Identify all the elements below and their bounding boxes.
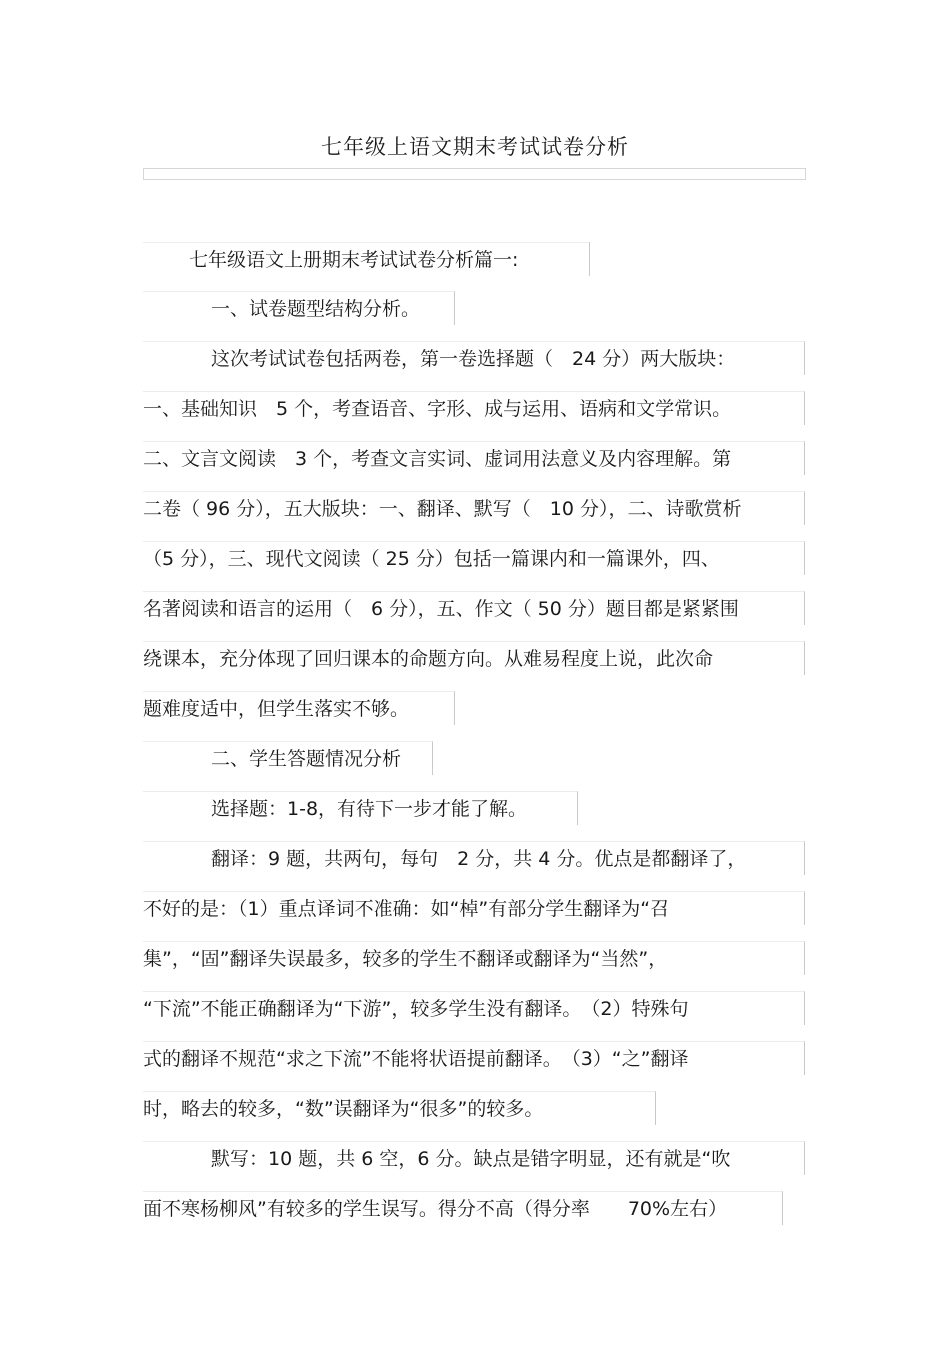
text-line-15: 集”，“固”翻译失误最多，较多的学生不翻译或翻译为“当然”， (143, 941, 805, 975)
text-line-13: 翻译：9 题，共两句，每句 2 分，共 4 分。优点是都翻译了， (143, 841, 805, 875)
text-line-16: “下流”不能正确翻译为“下游”，较多学生没有翻译。 （2）特殊句 (143, 991, 805, 1025)
text-line-1: 七年级语文上册期末考试试卷分析篇一: (143, 242, 590, 276)
text-line-12: 选择题：1-8，有待下一步才能了解。 (143, 791, 578, 825)
text-line-20: 面不寒杨柳风”有较多的学生误写。得分不高（得分率 70%左右） (143, 1191, 783, 1225)
text-line-2: 一、试卷题型结构分析。 (143, 291, 455, 325)
text-line-6: 二卷（ 96 分），五大版块：一、翻译、默写（ 10 分），二、诗歌赏析 (143, 491, 805, 525)
text-line-7: （5 分），三、现代文阅读（ 25 分）包括一篇课内和一篇课外，四、 (143, 541, 805, 575)
text-line-9: 绕课本，充分体现了回归课本的命题方向。从难易程度上说，此次命 (143, 641, 805, 675)
text-line-17: 式的翻译不规范“求之下流”不能将状语提前翻译。 （3）“之”翻译 (143, 1041, 805, 1075)
text-line-11: 二、学生答题情况分析 (143, 741, 433, 775)
text-line-10: 题难度适中，但学生落实不够。 (143, 691, 455, 725)
text-line-8: 名著阅读和语言的运用（ 6 分），五、作文（ 50 分）题目都是紧紧围 (143, 591, 805, 625)
text-line-18: 时，略去的较多，“数”误翻译为“很多”的较多。 (143, 1091, 656, 1125)
text-line-5: 二、文言文阅读 3 个，考查文言实词、虚词用法意义及内容理解。第 (143, 441, 805, 475)
title-divider (143, 168, 806, 180)
document-title: 七年级上语文期末考试试卷分析 (321, 135, 629, 159)
text-line-4: 一、基础知识 5 个，考查语音、字形、成与运用、语病和文学常识。 (143, 391, 805, 425)
text-line-14: 不好的是：（1）重点译词不准确：如“棹”有部分学生翻译为“召 (143, 891, 805, 925)
text-line-3: 这次考试试卷包括两卷，第一卷选择题（ 24 分）两大版块： (143, 341, 805, 375)
text-line-19: 默写：10 题，共 6 空，6 分。缺点是错字明显，还有就是“吹 (143, 1141, 805, 1175)
